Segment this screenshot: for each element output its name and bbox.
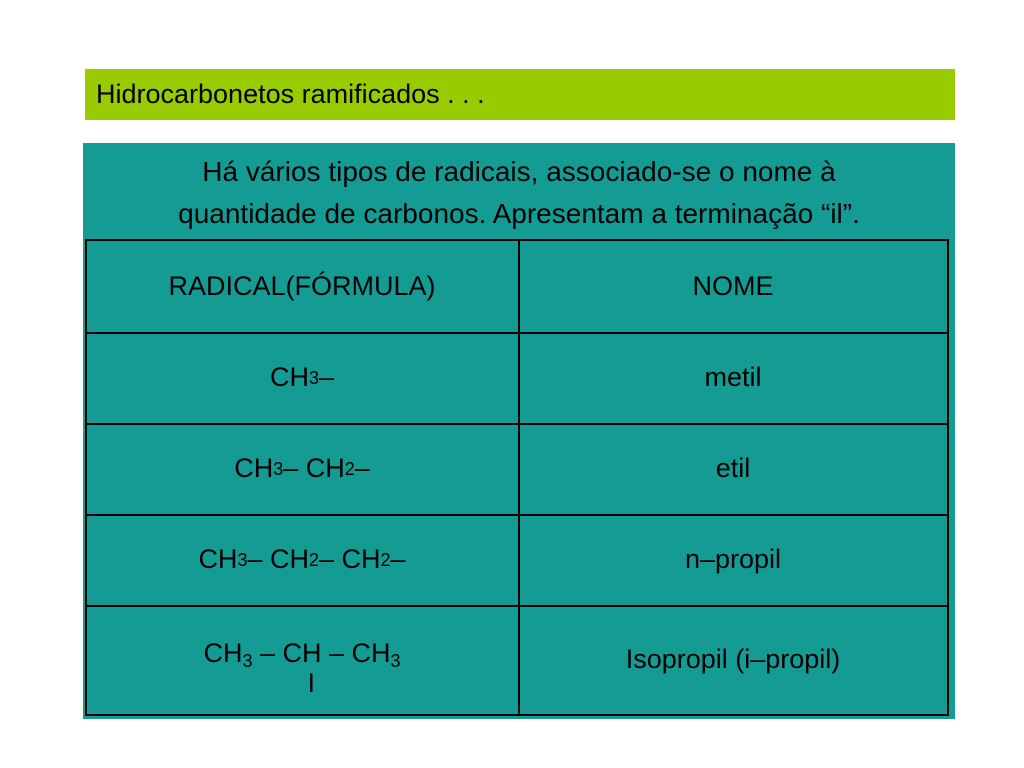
name-cell: etil [715,453,751,483]
name-cell: n–propil [684,544,782,574]
formula-part: CH [203,638,243,668]
formula-part: CH [234,453,274,483]
formula-cell [87,605,517,714]
formula-part: – CH [318,544,381,574]
name-cell: Isopropil (i–propil) [625,644,841,674]
table-row [87,514,947,607]
branched-formula [203,638,401,698]
table-row [87,423,947,516]
formula-part: – CH [283,453,345,483]
branch-bond-mark: I [307,668,315,698]
intro-line-2: quantidade de carbonos. Apresentam a terminação “il”. [178,198,860,229]
table-row [87,332,947,425]
formula-cell: CH 3 – CH 2 – CH 2 – [198,544,406,574]
formula-subscript: 3 [242,651,253,671]
formula-part: – [390,544,406,574]
intro-line-1: Há vários tipos de radicais, associado-se o nome à [202,156,836,187]
radicals-table [85,239,949,716]
formula-part: CH [198,544,238,574]
formula-subscript: 3 [390,651,401,671]
header-name: NOME [692,271,774,301]
formula-part: – CH [247,544,309,574]
content-box [83,143,955,719]
formula-part: CH [269,362,309,392]
table-header-row [87,241,947,334]
formula-part: – CH – CH [252,638,391,668]
header-formula: RADICAL(FÓRMULA) [168,271,436,301]
slide-title: Hidrocarbonetos ramificados . . . [96,79,485,109]
formula-part: – [318,362,335,392]
formula-cell: CH 3 – [269,362,335,392]
formula-cell: CH 3 – CH 2 – [234,453,370,483]
slide-title-bar [85,69,955,120]
table-row [87,605,947,714]
intro-text [83,151,955,235]
formula-part: – [354,453,370,483]
name-cell: metil [704,362,762,392]
